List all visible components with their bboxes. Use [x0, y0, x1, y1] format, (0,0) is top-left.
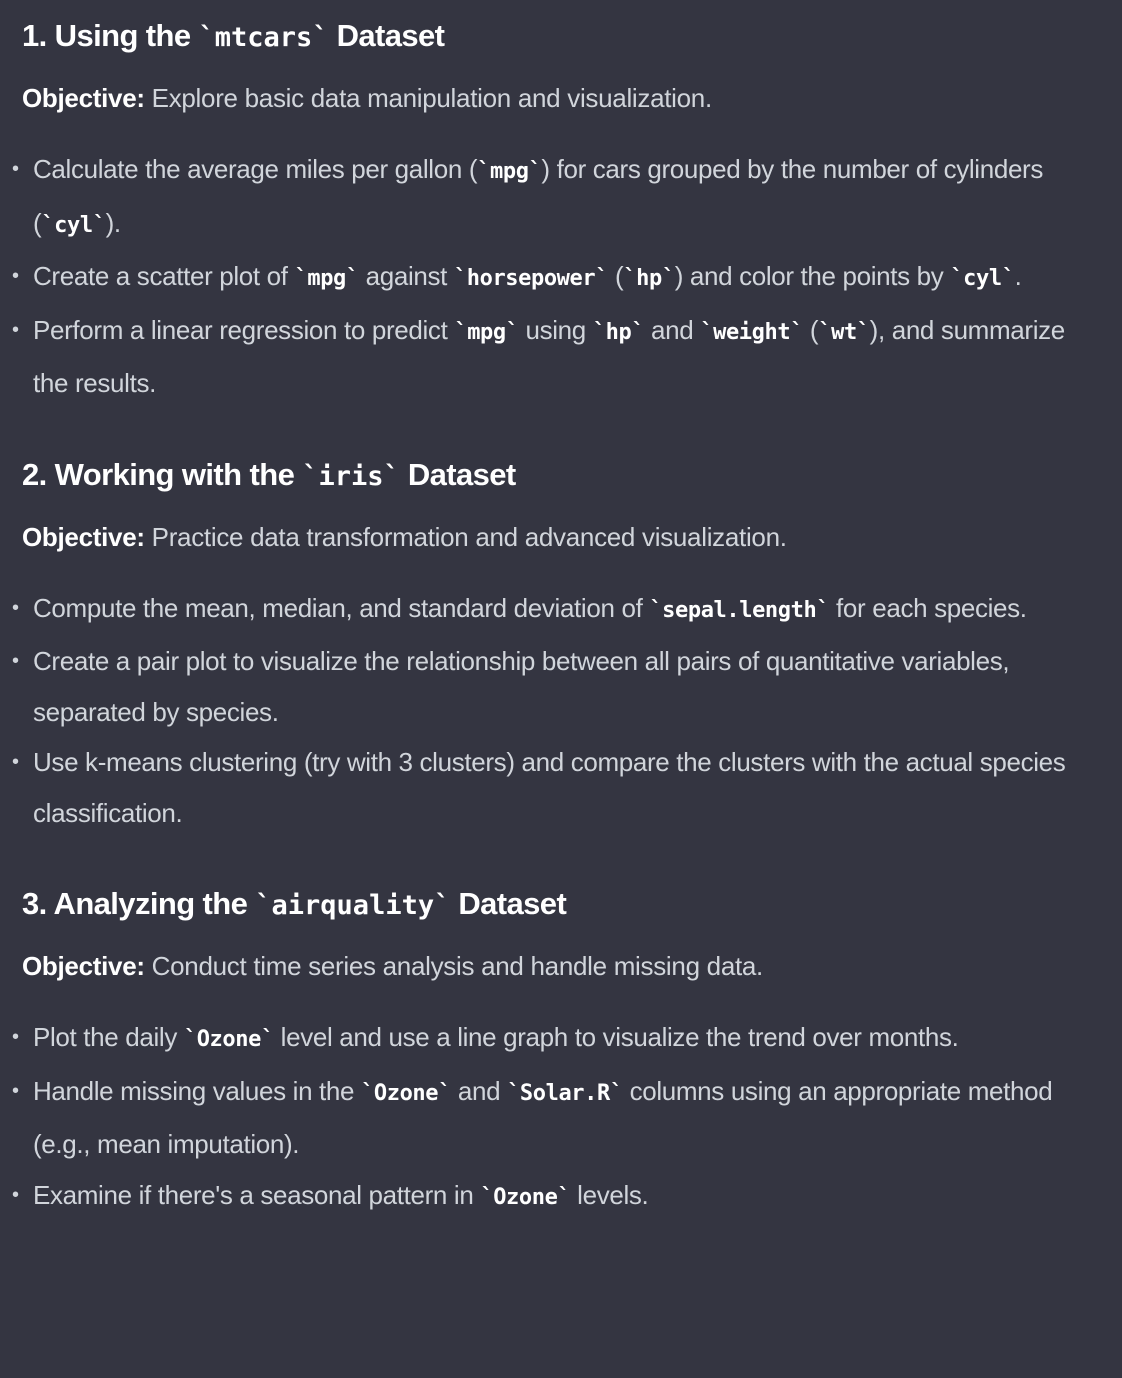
objective: [22, 517, 1100, 557]
list-item: • Use k-means clustering (try with 3 clusters) and compare the clusters with the actual species classification.: [22, 737, 1100, 838]
objective: [22, 78, 1100, 118]
section-airquality: [12, 882, 1100, 1223]
list-item: • Calculate the average miles per gallon (`mpg`) for cars grouped by the number of cylinders (`cyl`).: [22, 144, 1100, 251]
section-mtcars: [12, 14, 1100, 409]
list-item: • Create a pair plot to visualize the relationship between all pairs of quantitative variables, separated by species.: [22, 636, 1100, 737]
dataset-name: `iris`: [302, 460, 400, 492]
dataset-name: `airquality`: [255, 890, 451, 921]
list-item: • Examine if there's a seasonal pattern in `Ozone` levels.: [22, 1170, 1100, 1224]
objective-label: Objective:: [22, 951, 145, 981]
bullet-icon: •: [12, 1183, 19, 1206]
task-list: [12, 583, 1100, 839]
section-iris: [12, 453, 1100, 839]
section-title: 2. Working with the `iris` Dataset: [22, 456, 516, 492]
bullet-icon: •: [12, 265, 19, 287]
bullet-icon: •: [12, 1026, 19, 1048]
bullet-icon: •: [12, 596, 19, 619]
list-item: • Plot the daily `Ozone` level and use a line graph to visualize the trend over months.: [22, 1012, 1100, 1066]
objective-label: Objective:: [22, 521, 145, 552]
bullet-icon: •: [12, 751, 19, 773]
list-item: • Perform a linear regression to predict `mpg` using `hp` and `weight` (`wt`), and summarize the results.: [22, 305, 1100, 409]
objective-text: Conduct time series analysis and handle missing data.: [151, 951, 763, 981]
list-item: • Compute the mean, median, and standard deviation of `sepal.length` for each species.: [22, 583, 1100, 637]
objective-text: Explore basic data manipulation and visualization.: [151, 83, 712, 113]
bullet-icon: •: [12, 1079, 19, 1102]
task-list: [12, 144, 1100, 409]
section-title: 3. Analyzing the `airquality` Dataset: [22, 886, 567, 921]
task-list: [12, 1012, 1100, 1223]
objective-text: Practice data transformation and advanced visualization.: [151, 521, 787, 552]
list-item: • Create a scatter plot of `mpg` against `horsepower` (`hp`) and color the points by `cyl`.: [22, 251, 1100, 305]
bullet-icon: •: [12, 318, 19, 341]
list-item: • Handle missing values in the `Ozone` and `Solar.R` columns using an appropriate method (e.g., mean imputation).: [22, 1066, 1100, 1170]
bullet-icon: •: [12, 650, 19, 672]
dataset-name: `mtcars`: [198, 22, 329, 53]
objective-label: Objective:: [22, 83, 145, 113]
objective: [22, 946, 1100, 986]
section-title: 1. Using the `mtcars` Dataset: [22, 18, 445, 53]
bullet-icon: •: [12, 158, 19, 180]
